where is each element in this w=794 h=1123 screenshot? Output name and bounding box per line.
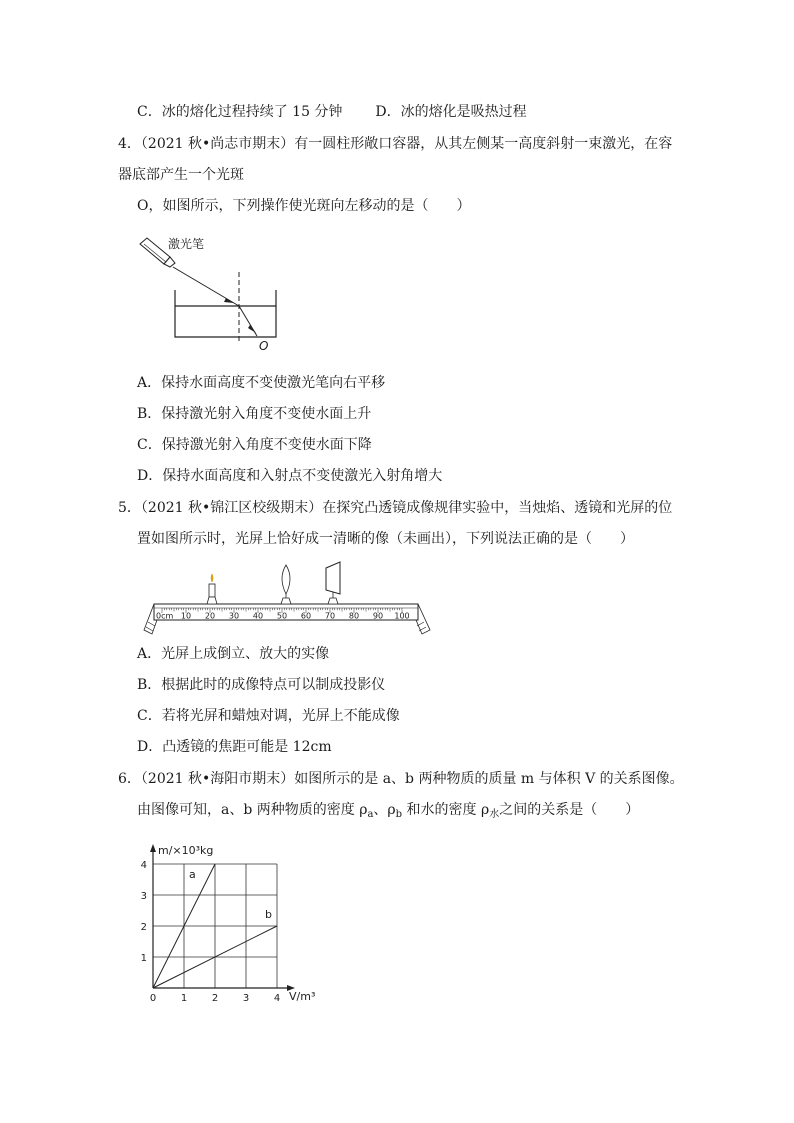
q5-option-d: D．凸透镜的焦距可能是 12cm: [137, 739, 332, 755]
light-screen-icon: [326, 562, 340, 604]
q3-option-c: C．冰的熔化过程持续了 15 分钟: [137, 104, 343, 120]
rho-sub-water: 水: [489, 809, 500, 820]
y-tick-label: 4: [140, 860, 147, 871]
x-tick-label: 2: [211, 993, 219, 1004]
q6-stem-line1: 6．（2021 秋•海阳市期末）如图所示的是 a、b 两种物质的质量 m 与体积 V 的关系图像。: [118, 771, 684, 787]
spot-label: O: [259, 339, 269, 353]
y-tick-label: 2: [140, 922, 147, 933]
convex-lens-icon: [281, 565, 291, 604]
laser-pen-label: 激光笔: [168, 237, 205, 251]
rho-sub-a: a: [367, 809, 374, 820]
q4-option-c: C．保持激光射入角度不变使水面下降: [137, 437, 372, 453]
q6-stem-tail: 之间的关系是（ ）: [499, 802, 640, 818]
rho-sub-b: b: [395, 809, 403, 820]
ruler-label: 40: [252, 611, 264, 621]
q5-optical-bench-figure: [140, 560, 440, 640]
ruler-label: 90: [372, 611, 384, 621]
q5-option-b: B．根据此时的成像特点可以制成投影仪: [137, 677, 386, 693]
q4-stem-line2: 器底部产生一个光斑: [118, 167, 244, 183]
container-outline: [175, 290, 276, 337]
q6-stem-mid: 和水的密度 ρ: [402, 802, 490, 818]
ruler-label: 30: [228, 611, 240, 621]
x-tick-label: 0: [149, 993, 157, 1004]
q5-option-c: C．若将光屏和蜡烛对调，光屏上不能成像: [137, 708, 400, 724]
x-tick-label: 1: [180, 993, 188, 1004]
series-label-a: a: [189, 868, 196, 881]
q6-stem-text-a: 由图像可知，a、b 两种物质的密度 ρ: [137, 802, 368, 818]
ruler-label: 70: [324, 611, 336, 621]
ruler-label: 10: [180, 611, 192, 621]
ruler-label: 50: [276, 611, 288, 621]
q6-mass-volume-chart: [138, 838, 338, 1008]
y-axis-arrow-icon: [150, 844, 156, 852]
q5-stem-line1: 5．（2021 秋•锦江区校级期末）在探究凸透镜成像规律实验中，当烛焰、透镜和光屏的位: [118, 500, 673, 516]
y-tick-label: 3: [140, 891, 147, 902]
q4-figure: [130, 232, 300, 357]
q4-option-b: B．保持激光射入角度不变使水面上升: [137, 406, 372, 422]
chart-tick-labels: [141, 860, 281, 1004]
x-tick-label: 3: [242, 993, 250, 1004]
q6-stem-line2: [137, 800, 639, 825]
q3-options-row: [137, 102, 527, 122]
ruler-label: 80: [348, 611, 360, 621]
chart-xlabel: V/m³: [289, 990, 316, 1003]
chart-grid: [153, 864, 277, 988]
ruler-label: 60: [300, 611, 312, 621]
q4-option-d: D．保持水面高度和入射点不变使激光入射角增大: [137, 468, 443, 484]
q5-option-a: A．光屏上成倒立、放大的实像: [137, 646, 330, 662]
ruler-label: 0cm: [156, 611, 174, 621]
y-tick-label: 1: [140, 953, 147, 964]
q5-stem-line2: 置如图所示时，光屏上恰好成一清晰的像（未画出），下列说法正确的是（ ）: [137, 531, 634, 547]
incident-arrow-icon: [224, 298, 234, 303]
refracted-arrow-icon: [248, 325, 256, 333]
chart-ylabel: m/×10³kg: [158, 844, 214, 857]
x-tick-label: 4: [273, 993, 281, 1004]
ruler-label: 100: [394, 611, 410, 621]
q4-stem-line3: O，如图所示，下列操作使光斑向左移动的是（ ）: [137, 198, 471, 214]
candle-icon: [207, 574, 217, 604]
chart-axes: [150, 844, 295, 991]
q6-stem-sep: 、ρ: [373, 802, 396, 818]
q4-stem-line1: 4．（2021 秋•尚志市期末）有一圆柱形敞口容器，从其左侧某一高度斜射一束激光，在容: [118, 136, 673, 152]
ruler-label: 20: [204, 611, 216, 621]
q4-option-a: A．保持水面高度不变使激光笔向右平移: [137, 375, 386, 391]
series-label-b: b: [265, 908, 272, 921]
q3-option-d: D．冰的熔化是吸热过程: [375, 104, 527, 120]
